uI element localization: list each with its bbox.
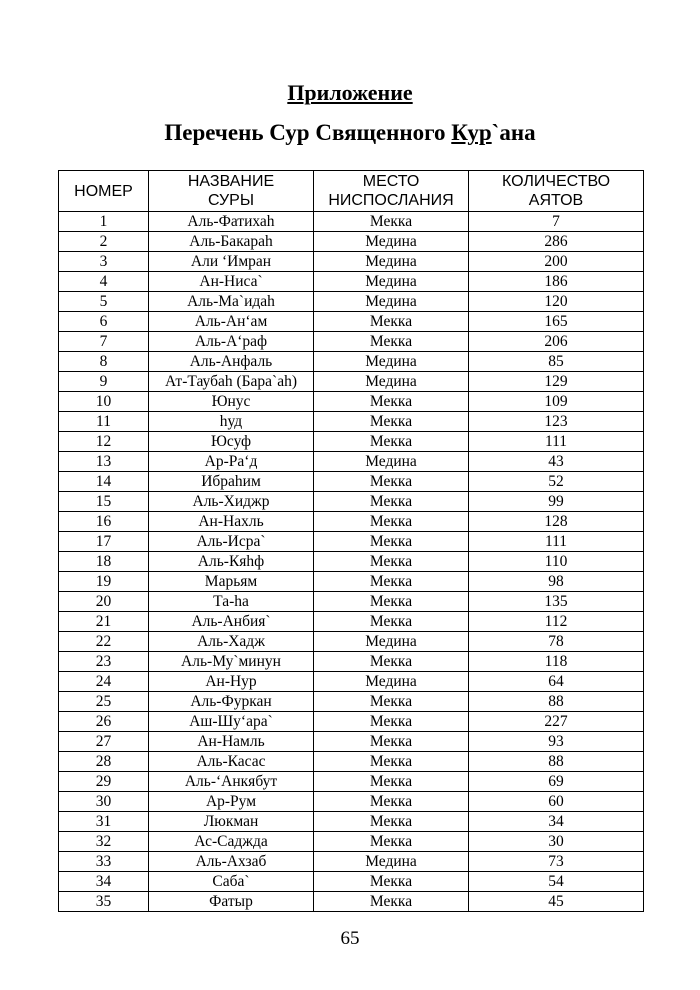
- cell-number: 1: [59, 212, 149, 232]
- cell-ayat-count: 118: [469, 652, 644, 672]
- cell-surah-name: hуд: [149, 412, 314, 432]
- cell-surah-name: Ан-Ниса`: [149, 272, 314, 292]
- cell-number: 23: [59, 652, 149, 672]
- cell-number: 8: [59, 352, 149, 372]
- cell-ayat-count: 64: [469, 672, 644, 692]
- column-header-place-line1: МЕСТО: [362, 173, 420, 190]
- cell-surah-name: Аль-А‘раф: [149, 332, 314, 352]
- cell-surah-name: Аль-Ма`идаh: [149, 292, 314, 312]
- cell-ayat-count: 109: [469, 392, 644, 412]
- cell-revelation-place: Медина: [314, 352, 469, 372]
- cell-surah-name: Аль-Ан‘ам: [149, 312, 314, 332]
- table-row: [59, 652, 644, 672]
- cell-number: 10: [59, 392, 149, 412]
- cell-ayat-count: 135: [469, 592, 644, 612]
- cell-surah-name: Ан-Намль: [149, 732, 314, 752]
- cell-number: 12: [59, 432, 149, 452]
- cell-number: 34: [59, 872, 149, 892]
- column-header-place: [314, 171, 469, 212]
- cell-ayat-count: 112: [469, 612, 644, 632]
- cell-revelation-place: Мекка: [314, 332, 469, 352]
- cell-surah-name: Аш-Шу‘ара`: [149, 712, 314, 732]
- cell-ayat-count: 186: [469, 272, 644, 292]
- cell-revelation-place: Мекка: [314, 772, 469, 792]
- cell-revelation-place: Мекка: [314, 532, 469, 552]
- table-row: [59, 672, 644, 692]
- cell-revelation-place: Мекка: [314, 212, 469, 232]
- cell-number: 32: [59, 832, 149, 852]
- table-row: [59, 852, 644, 872]
- cell-number: 29: [59, 772, 149, 792]
- cell-number: 18: [59, 552, 149, 572]
- cell-ayat-count: 111: [469, 432, 644, 452]
- table-row: [59, 572, 644, 592]
- cell-ayat-count: 98: [469, 572, 644, 592]
- column-header-ayats-line1: КОЛИЧЕСТВО: [501, 173, 611, 190]
- cell-ayat-count: 286: [469, 232, 644, 252]
- cell-revelation-place: Мекка: [314, 432, 469, 452]
- cell-ayat-count: 88: [469, 752, 644, 772]
- cell-number: 14: [59, 472, 149, 492]
- table-row: [59, 772, 644, 792]
- cell-revelation-place: Мекка: [314, 312, 469, 332]
- cell-number: 6: [59, 312, 149, 332]
- cell-surah-name: Ибраhим: [149, 472, 314, 492]
- cell-number: 2: [59, 232, 149, 252]
- table-row: [59, 452, 644, 472]
- cell-ayat-count: 99: [469, 492, 644, 512]
- cell-ayat-count: 54: [469, 872, 644, 892]
- cell-surah-name: Марьям: [149, 572, 314, 592]
- cell-surah-name: Люкман: [149, 812, 314, 832]
- cell-number: 11: [59, 412, 149, 432]
- table-row: [59, 612, 644, 632]
- cell-ayat-count: 110: [469, 552, 644, 572]
- cell-ayat-count: 93: [469, 732, 644, 752]
- cell-revelation-place: Мекка: [314, 492, 469, 512]
- table-row: [59, 592, 644, 612]
- cell-revelation-place: Мекка: [314, 892, 469, 912]
- cell-revelation-place: Медина: [314, 292, 469, 312]
- table-row: [59, 792, 644, 812]
- table-row: [59, 692, 644, 712]
- column-header-number-line1: НОМЕР: [74, 182, 133, 200]
- table-row: [59, 892, 644, 912]
- cell-revelation-place: Мекка: [314, 732, 469, 752]
- cell-surah-name: Та-hа: [149, 592, 314, 612]
- table-row: [59, 532, 644, 552]
- cell-surah-name: Ас-Саджда: [149, 832, 314, 852]
- cell-surah-name: Аль-Анфаль: [149, 352, 314, 372]
- cell-number: 17: [59, 532, 149, 552]
- cell-surah-name: Аль-Фатихаh: [149, 212, 314, 232]
- cell-number: 26: [59, 712, 149, 732]
- column-header-name-line1: НАЗВАНИЕ: [187, 173, 275, 190]
- cell-ayat-count: 30: [469, 832, 644, 852]
- cell-ayat-count: 7: [469, 212, 644, 232]
- cell-ayat-count: 227: [469, 712, 644, 732]
- page-number: 65: [340, 928, 360, 949]
- cell-ayat-count: 206: [469, 332, 644, 352]
- cell-number: 16: [59, 512, 149, 532]
- cell-number: 30: [59, 792, 149, 812]
- column-header-ayats: [469, 171, 644, 212]
- cell-number: 22: [59, 632, 149, 652]
- cell-number: 7: [59, 332, 149, 352]
- table-row: [59, 492, 644, 512]
- table-row: [59, 872, 644, 892]
- cell-revelation-place: Мекка: [314, 472, 469, 492]
- cell-number: 25: [59, 692, 149, 712]
- column-header-place-line2: НИСПОСЛАНИЯ: [328, 192, 454, 209]
- cell-number: 19: [59, 572, 149, 592]
- cell-number: 15: [59, 492, 149, 512]
- table-row: [59, 372, 644, 392]
- cell-surah-name: Ат-Таубаh (Бара`ah): [149, 372, 314, 392]
- cell-ayat-count: 85: [469, 352, 644, 372]
- appendix-heading: Приложение: [287, 80, 413, 105]
- cell-ayat-count: 128: [469, 512, 644, 532]
- table-row: [59, 812, 644, 832]
- column-header-name: [149, 171, 314, 212]
- table-row: [59, 352, 644, 372]
- cell-number: 3: [59, 252, 149, 272]
- cell-revelation-place: Медина: [314, 452, 469, 472]
- cell-number: 9: [59, 372, 149, 392]
- cell-revelation-place: Мекка: [314, 412, 469, 432]
- cell-number: 28: [59, 752, 149, 772]
- cell-surah-name: Аль-Бакараh: [149, 232, 314, 252]
- cell-revelation-place: Медина: [314, 232, 469, 252]
- cell-ayat-count: 73: [469, 852, 644, 872]
- cell-ayat-count: 43: [469, 452, 644, 472]
- cell-number: 4: [59, 272, 149, 292]
- cell-revelation-place: Мекка: [314, 592, 469, 612]
- cell-revelation-place: Медина: [314, 252, 469, 272]
- title-text-start: Перечень Сур Священного: [164, 120, 452, 145]
- page-title: [0, 120, 700, 146]
- table-row: [59, 432, 644, 452]
- cell-ayat-count: 129: [469, 372, 644, 392]
- cell-number: 13: [59, 452, 149, 472]
- cell-revelation-place: Мекка: [314, 552, 469, 572]
- table-row: [59, 752, 644, 772]
- cell-revelation-place: Медина: [314, 272, 469, 292]
- cell-ayat-count: 120: [469, 292, 644, 312]
- table-row: [59, 472, 644, 492]
- cell-revelation-place: Мекка: [314, 392, 469, 412]
- cell-revelation-place: Мекка: [314, 812, 469, 832]
- title-text-end: `ана: [491, 120, 536, 145]
- table-row: [59, 512, 644, 532]
- table-row: [59, 232, 644, 252]
- cell-revelation-place: Медина: [314, 852, 469, 872]
- cell-revelation-place: Мекка: [314, 692, 469, 712]
- cell-number: 33: [59, 852, 149, 872]
- cell-ayat-count: 200: [469, 252, 644, 272]
- cell-number: 31: [59, 812, 149, 832]
- column-header-name-line2: СУРЫ: [207, 192, 255, 209]
- table-row: [59, 272, 644, 292]
- table-row: [59, 392, 644, 412]
- cell-surah-name: Аль-Хиджр: [149, 492, 314, 512]
- table-row: [59, 552, 644, 572]
- cell-surah-name: Аль-Кяhф: [149, 552, 314, 572]
- table-body: [59, 212, 644, 912]
- cell-surah-name: Аль-‘Анкябут: [149, 772, 314, 792]
- cell-revelation-place: Медина: [314, 632, 469, 652]
- cell-revelation-place: Мекка: [314, 832, 469, 852]
- table-row: [59, 732, 644, 752]
- cell-ayat-count: 52: [469, 472, 644, 492]
- table-row: [59, 632, 644, 652]
- table-header-row: [59, 171, 644, 212]
- cell-revelation-place: Мекка: [314, 792, 469, 812]
- cell-ayat-count: 60: [469, 792, 644, 812]
- cell-surah-name: Саба`: [149, 872, 314, 892]
- table-row: [59, 312, 644, 332]
- cell-surah-name: Аль-Касас: [149, 752, 314, 772]
- cell-number: 35: [59, 892, 149, 912]
- table-row: [59, 832, 644, 852]
- cell-ayat-count: 34: [469, 812, 644, 832]
- cell-surah-name: Али ‘Имран: [149, 252, 314, 272]
- cell-surah-name: Аль-Анбия`: [149, 612, 314, 632]
- cell-number: 27: [59, 732, 149, 752]
- cell-ayat-count: 45: [469, 892, 644, 912]
- cell-surah-name: Аль-Му`минун: [149, 652, 314, 672]
- title-text-underlined: Кур: [451, 120, 492, 145]
- table-row: [59, 712, 644, 732]
- cell-surah-name: Аль-Хадж: [149, 632, 314, 652]
- cell-revelation-place: Медина: [314, 372, 469, 392]
- cell-surah-name: Юнус: [149, 392, 314, 412]
- cell-ayat-count: 123: [469, 412, 644, 432]
- cell-surah-name: Юсуф: [149, 432, 314, 452]
- cell-ayat-count: 111: [469, 532, 644, 552]
- table-row: [59, 292, 644, 312]
- cell-surah-name: Ар-Рум: [149, 792, 314, 812]
- surah-table: [58, 170, 644, 912]
- cell-surah-name: Аль-Фуркан: [149, 692, 314, 712]
- column-header-ayats-line2: АЯТОВ: [528, 192, 584, 209]
- table-row: [59, 412, 644, 432]
- table-row: [59, 332, 644, 352]
- table-row: [59, 252, 644, 272]
- cell-number: 21: [59, 612, 149, 632]
- table-row: [59, 212, 644, 232]
- cell-ayat-count: 88: [469, 692, 644, 712]
- cell-surah-name: Ан-Нур: [149, 672, 314, 692]
- cell-surah-name: Фатыр: [149, 892, 314, 912]
- cell-revelation-place: Мекка: [314, 752, 469, 772]
- cell-ayat-count: 78: [469, 632, 644, 652]
- cell-surah-name: Аль-Исра`: [149, 532, 314, 552]
- cell-number: 5: [59, 292, 149, 312]
- cell-ayat-count: 165: [469, 312, 644, 332]
- cell-revelation-place: Мекка: [314, 872, 469, 892]
- cell-revelation-place: Мекка: [314, 512, 469, 532]
- cell-surah-name: Аль-Ахзаб: [149, 852, 314, 872]
- cell-revelation-place: Мекка: [314, 712, 469, 732]
- cell-revelation-place: Мекка: [314, 652, 469, 672]
- cell-surah-name: Ан-Нахль: [149, 512, 314, 532]
- cell-surah-name: Ар-Ра‘д: [149, 452, 314, 472]
- column-header-number: [59, 171, 149, 212]
- cell-number: 20: [59, 592, 149, 612]
- cell-revelation-place: Медина: [314, 672, 469, 692]
- cell-number: 24: [59, 672, 149, 692]
- cell-revelation-place: Мекка: [314, 572, 469, 592]
- cell-ayat-count: 69: [469, 772, 644, 792]
- cell-revelation-place: Мекка: [314, 612, 469, 632]
